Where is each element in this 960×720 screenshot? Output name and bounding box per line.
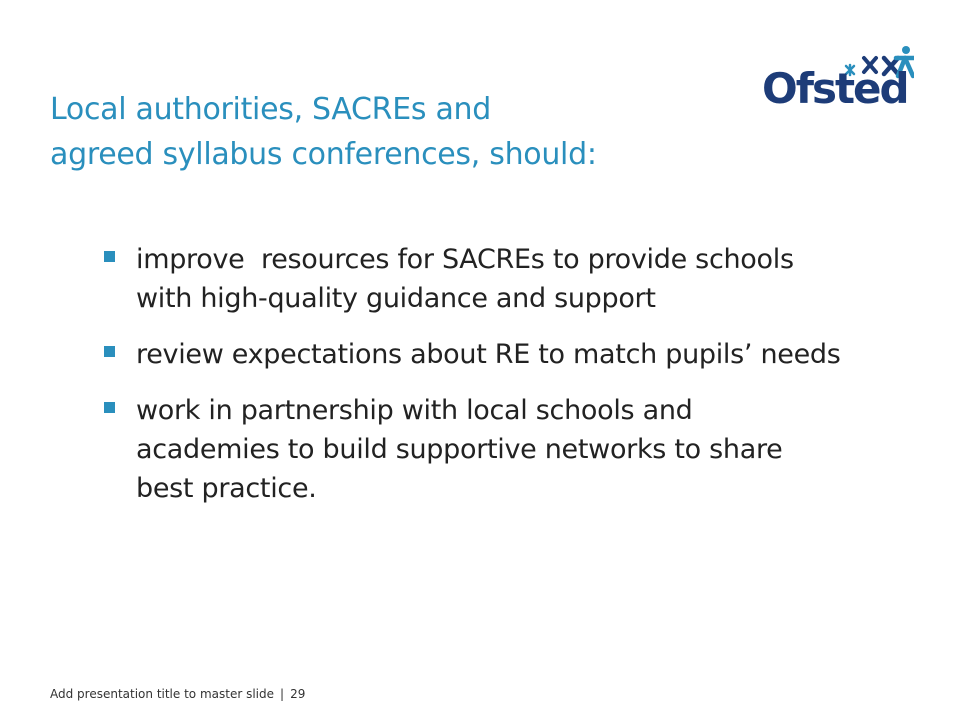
ofsted-logo xyxy=(762,44,912,124)
logo-wordmark: Ofsted xyxy=(762,64,908,113)
footer-title: Add presentation title to master slide xyxy=(50,687,275,701)
title-line-1: Local authorities, SACREs and xyxy=(50,92,491,127)
square-bullet-icon xyxy=(104,346,115,357)
title-line-2: agreed syllabus conferences, should: xyxy=(50,137,597,172)
square-bullet-icon xyxy=(104,251,115,262)
list-item xyxy=(104,391,844,508)
slide-footer xyxy=(50,687,305,701)
page-number: 29 xyxy=(290,687,306,701)
list-item xyxy=(104,240,844,318)
bullet-text: improve resources for SACREs to provide schools with high-quality guidance and support xyxy=(136,244,803,314)
bullet-text: review expectations about RE to match pupils’ needs xyxy=(136,339,841,370)
footer-separator: | xyxy=(280,687,285,701)
bullet-list xyxy=(104,240,844,525)
slide-title xyxy=(50,87,750,177)
square-bullet-icon xyxy=(104,402,115,413)
bullet-text: work in partnership with local schools and academies to build supportive networks to share best practice. xyxy=(136,395,783,504)
list-item xyxy=(104,335,844,374)
